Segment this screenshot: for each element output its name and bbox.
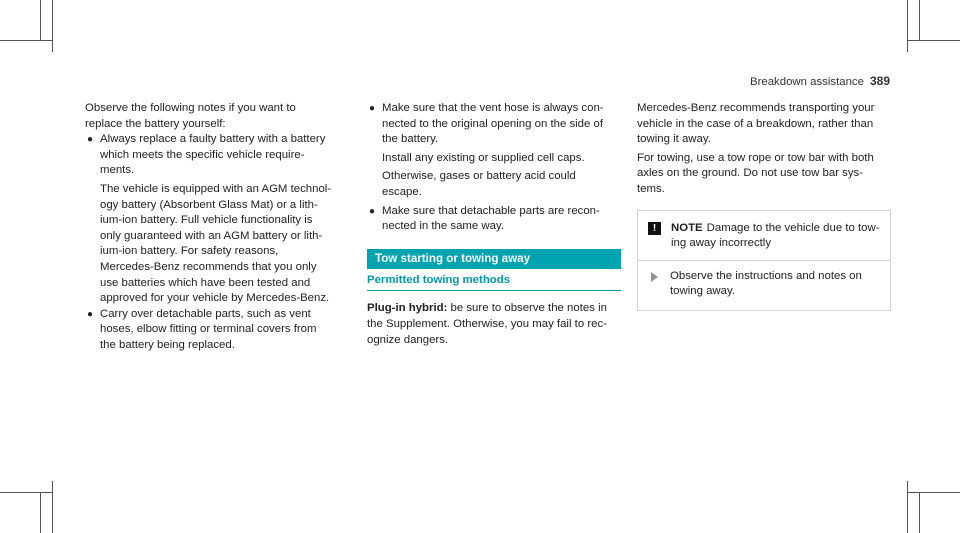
intro-text: Observe the following notes if you want to replace the battery yourself: — [85, 102, 296, 130]
note-action — [638, 260, 890, 310]
note-text: NOTE Damage to the vehicle due to tow- ing away incorrectly — [671, 221, 880, 250]
note-title: NOTE — [671, 221, 703, 234]
crop-mark — [908, 40, 960, 41]
crop-mark — [908, 492, 960, 493]
bullet-subtext: The vehicle is equipped with an AGM technol- ogy battery (Absorbent Glass Mat) or a lith- ium-ion battery. Full vehicle functionality is only guaranteed with an AGM battery or lith- ium-ion battery. For safety reasons, Mercedes-Benz recommends that you only use batteries which have been tested and approved for your vehicle by Mercedes-Benz. — [100, 182, 332, 305]
bullet-item: ● Make sure that detachable parts are recon- nected in the same way. — [369, 204, 600, 233]
bullet-icon: ● — [369, 103, 376, 114]
bullet-item: ● Carry over detachable parts, such as vent hoses, elbow fitting or terminal covers from the battery being replaced. — [87, 307, 317, 351]
page-number: 389 — [869, 74, 890, 88]
subsection-heading: Permitted towing methods — [367, 269, 621, 292]
header-title: Breakdown assistance — [750, 76, 864, 88]
plugin-hybrid-text: Plug-in hybrid: be sure to observe the notes in the Supplement. Otherwise, you may fail to rec- ognize dangers. — [367, 302, 607, 346]
crop-mark — [52, 481, 53, 533]
crop-mark — [40, 0, 41, 40]
column-2 — [367, 101, 621, 348]
plugin-hybrid-label: Plug-in hybrid: — [367, 302, 448, 315]
bullet-subtext: Install any existing or supplied cell caps. — [382, 151, 585, 164]
bullet-item: ● Make sure that the vent hose is always con- nected to the original opening on the side of the battery. — [369, 102, 604, 146]
bullet-icon: ● — [87, 308, 94, 320]
crop-mark — [907, 0, 908, 52]
crop-mark — [907, 481, 908, 533]
column-1 — [85, 101, 355, 354]
section-heading: Tow starting or towing away — [367, 249, 621, 269]
crop-mark — [0, 492, 52, 493]
note-action-text: Observe the instructions and notes on towing away. — [670, 269, 862, 298]
paragraph: For towing, use a tow rope or tow bar with both axles on the ground. Do not use tow bar sys- tems. — [637, 151, 874, 195]
crop-mark — [919, 493, 920, 533]
note-header — [638, 211, 890, 260]
bullet-subtext: Otherwise, gases or battery acid could escape. — [382, 170, 576, 198]
crop-mark — [40, 493, 41, 533]
crop-mark — [52, 0, 53, 52]
action-arrow-icon — [651, 272, 658, 282]
paragraph: Mercedes-Benz recommends transporting your vehicle in the case of a breakdown, rather than towing it away. — [637, 102, 875, 146]
crop-mark — [919, 0, 920, 40]
warning-icon: ! — [648, 222, 661, 235]
bullet-icon: ● — [369, 205, 376, 217]
crop-mark — [0, 40, 52, 41]
bullet-item: ● Always replace a faulty battery with a battery which meets the specific vehicle require- ments. — [87, 133, 326, 177]
running-header — [750, 74, 890, 91]
column-3 — [637, 101, 891, 311]
bullet-icon: ● — [87, 134, 94, 146]
note-box — [637, 210, 891, 311]
